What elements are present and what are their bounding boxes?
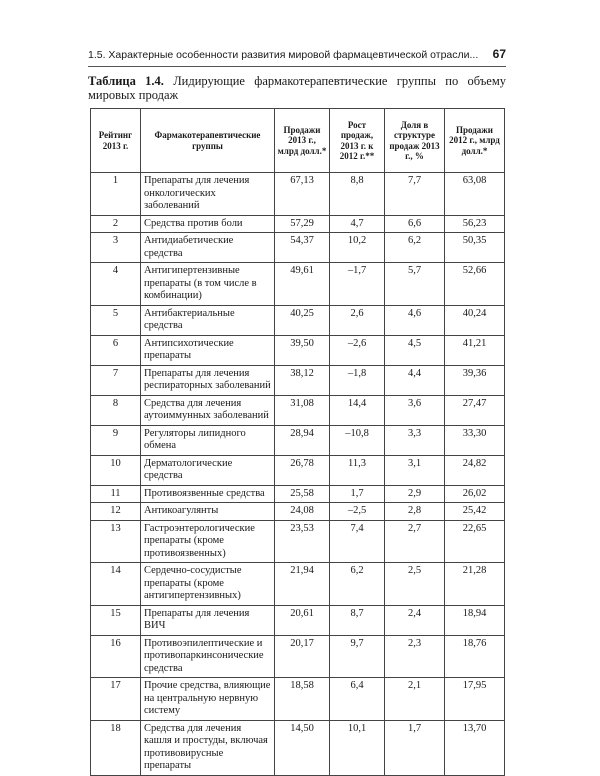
- cell-sales-2013: 20,17: [275, 635, 330, 678]
- cell-group: Средства против боли: [141, 215, 275, 233]
- cell-share: 2,9: [385, 485, 445, 503]
- table-body: [91, 173, 505, 776]
- table-row: [91, 173, 505, 216]
- cell-sales-2013: 40,25: [275, 305, 330, 335]
- cell-rank: 6: [91, 335, 141, 365]
- table-row: [91, 215, 505, 233]
- cell-sales-2013: 54,37: [275, 233, 330, 263]
- cell-growth: 8,7: [330, 605, 385, 635]
- cell-growth: –1,8: [330, 365, 385, 395]
- cell-rank: 15: [91, 605, 141, 635]
- cell-sales-2013: 39,50: [275, 335, 330, 365]
- table-row: [91, 605, 505, 635]
- cell-group: Антикоагулянты: [141, 503, 275, 521]
- column-header-share: Доля в структуре продаж 2013 г., %: [385, 109, 445, 173]
- cell-rank: 4: [91, 263, 141, 306]
- cell-sales-2012: 17,95: [445, 678, 505, 721]
- table-row: [91, 335, 505, 365]
- cell-rank: 9: [91, 425, 141, 455]
- cell-growth: –1,7: [330, 263, 385, 306]
- cell-sales-2012: 13,70: [445, 720, 505, 775]
- cell-share: 3,3: [385, 425, 445, 455]
- cell-group: Препараты для лечения ВИЧ: [141, 605, 275, 635]
- table-row: [91, 720, 505, 775]
- cell-rank: 10: [91, 455, 141, 485]
- cell-growth: 10,2: [330, 233, 385, 263]
- cell-group: Гастроэнтерологические препараты (кроме противоязвенных): [141, 520, 275, 563]
- cell-group: Препараты для лечения онкологических заболеваний: [141, 173, 275, 216]
- cell-sales-2012: 56,23: [445, 215, 505, 233]
- cell-share: 2,3: [385, 635, 445, 678]
- cell-sales-2013: 24,08: [275, 503, 330, 521]
- cell-group: Средства для лечения аутоиммунных заболеваний: [141, 395, 275, 425]
- cell-sales-2013: 57,29: [275, 215, 330, 233]
- cell-sales-2013: 18,58: [275, 678, 330, 721]
- table-row: [91, 563, 505, 606]
- cell-growth: –2,5: [330, 503, 385, 521]
- cell-share: 2,7: [385, 520, 445, 563]
- cell-sales-2012: 27,47: [445, 395, 505, 425]
- cell-sales-2012: 18,76: [445, 635, 505, 678]
- cell-growth: 6,2: [330, 563, 385, 606]
- cell-sales-2013: 23,53: [275, 520, 330, 563]
- table-row: [91, 520, 505, 563]
- cell-growth: 7,4: [330, 520, 385, 563]
- cell-sales-2013: 26,78: [275, 455, 330, 485]
- table-row: [91, 485, 505, 503]
- column-header-sales-2013: Продажи 2013 г., млрд долл.*: [275, 109, 330, 173]
- cell-group: Противоязвенные средства: [141, 485, 275, 503]
- table-row: [91, 503, 505, 521]
- cell-growth: 14,4: [330, 395, 385, 425]
- cell-sales-2013: 20,61: [275, 605, 330, 635]
- cell-group: Антигипертензивные препараты (в том числе в комбинации): [141, 263, 275, 306]
- column-header-rank: Рейтинг 2013 г.: [91, 109, 141, 173]
- cell-group: Антипсихотические препараты: [141, 335, 275, 365]
- cell-sales-2013: 67,13: [275, 173, 330, 216]
- table-caption: [88, 74, 506, 102]
- cell-sales-2012: 25,42: [445, 503, 505, 521]
- cell-rank: 5: [91, 305, 141, 335]
- cell-rank: 3: [91, 233, 141, 263]
- table-row: [91, 365, 505, 395]
- cell-sales-2013: 49,61: [275, 263, 330, 306]
- cell-group: Регуляторы липидного обмена: [141, 425, 275, 455]
- cell-sales-2012: 22,65: [445, 520, 505, 563]
- table-caption-label: Таблица 1.4.: [88, 74, 164, 88]
- cell-growth: 8,8: [330, 173, 385, 216]
- cell-group: Противоэпилептические и противопаркинсонические средства: [141, 635, 275, 678]
- cell-growth: 1,7: [330, 485, 385, 503]
- cell-share: 2,4: [385, 605, 445, 635]
- cell-share: 4,4: [385, 365, 445, 395]
- table-row: [91, 233, 505, 263]
- table-row: [91, 425, 505, 455]
- cell-share: 5,7: [385, 263, 445, 306]
- cell-sales-2012: 24,82: [445, 455, 505, 485]
- cell-group: Дерматологические средства: [141, 455, 275, 485]
- cell-sales-2012: 52,66: [445, 263, 505, 306]
- running-title: 1.5. Характерные особенности развития мировой фармацевтической отрасли...: [88, 49, 479, 61]
- cell-rank: 12: [91, 503, 141, 521]
- cell-rank: 13: [91, 520, 141, 563]
- cell-rank: 1: [91, 173, 141, 216]
- cell-group: Препараты для лечения респираторных заболеваний: [141, 365, 275, 395]
- cell-group: Прочие средства, влияющие на центральную нервную систему: [141, 678, 275, 721]
- cell-rank: 14: [91, 563, 141, 606]
- cell-sales-2013: 14,50: [275, 720, 330, 775]
- table-caption-text: Лидирующие фармакотерапевтические группы по объему мировых продаж: [88, 74, 506, 102]
- table-row: [91, 635, 505, 678]
- table-row: [91, 263, 505, 306]
- cell-growth: 2,6: [330, 305, 385, 335]
- cell-growth: –10,8: [330, 425, 385, 455]
- cell-share: 7,7: [385, 173, 445, 216]
- cell-group: Средства для лечения кашля и простуды, включая противовирусные препараты: [141, 720, 275, 775]
- table-row: [91, 305, 505, 335]
- cell-growth: 10,1: [330, 720, 385, 775]
- running-header: [88, 46, 506, 67]
- cell-rank: 7: [91, 365, 141, 395]
- cell-growth: 11,3: [330, 455, 385, 485]
- cell-sales-2012: 18,94: [445, 605, 505, 635]
- cell-share: 6,2: [385, 233, 445, 263]
- cell-sales-2012: 63,08: [445, 173, 505, 216]
- cell-sales-2013: 38,12: [275, 365, 330, 395]
- sales-table: [90, 108, 505, 776]
- cell-share: 3,6: [385, 395, 445, 425]
- cell-sales-2013: 25,58: [275, 485, 330, 503]
- cell-rank: 17: [91, 678, 141, 721]
- cell-sales-2013: 31,08: [275, 395, 330, 425]
- cell-group: Антидиабетические средства: [141, 233, 275, 263]
- cell-growth: 6,4: [330, 678, 385, 721]
- page-number: 67: [492, 47, 506, 61]
- cell-sales-2012: 21,28: [445, 563, 505, 606]
- cell-share: 4,5: [385, 335, 445, 365]
- cell-share: 2,1: [385, 678, 445, 721]
- cell-rank: 18: [91, 720, 141, 775]
- column-header-sales-2012: Продажи 2012 г., млрд долл.*: [445, 109, 505, 173]
- table-row: [91, 395, 505, 425]
- cell-rank: 11: [91, 485, 141, 503]
- cell-sales-2013: 28,94: [275, 425, 330, 455]
- column-header-growth: Рост продаж, 2013 г. к 2012 г.**: [330, 109, 385, 173]
- cell-group: Сердечно-сосудистые препараты (кроме антигипертензивных): [141, 563, 275, 606]
- cell-rank: 16: [91, 635, 141, 678]
- cell-sales-2012: 39,36: [445, 365, 505, 395]
- cell-share: 2,8: [385, 503, 445, 521]
- table-row: [91, 678, 505, 721]
- cell-rank: 2: [91, 215, 141, 233]
- cell-share: 1,7: [385, 720, 445, 775]
- cell-sales-2012: 40,24: [445, 305, 505, 335]
- cell-sales-2013: 21,94: [275, 563, 330, 606]
- cell-share: 4,6: [385, 305, 445, 335]
- cell-sales-2012: 33,30: [445, 425, 505, 455]
- table-row: [91, 455, 505, 485]
- column-header-group: Фармакотерапевтические группы: [141, 109, 275, 173]
- cell-growth: 9,7: [330, 635, 385, 678]
- table-header-row: [91, 109, 505, 173]
- cell-group: Антибактериальные средства: [141, 305, 275, 335]
- cell-growth: –2,6: [330, 335, 385, 365]
- cell-sales-2012: 41,21: [445, 335, 505, 365]
- cell-sales-2012: 26,02: [445, 485, 505, 503]
- cell-share: 6,6: [385, 215, 445, 233]
- cell-share: 2,5: [385, 563, 445, 606]
- cell-share: 3,1: [385, 455, 445, 485]
- cell-rank: 8: [91, 395, 141, 425]
- cell-growth: 4,7: [330, 215, 385, 233]
- cell-sales-2012: 50,35: [445, 233, 505, 263]
